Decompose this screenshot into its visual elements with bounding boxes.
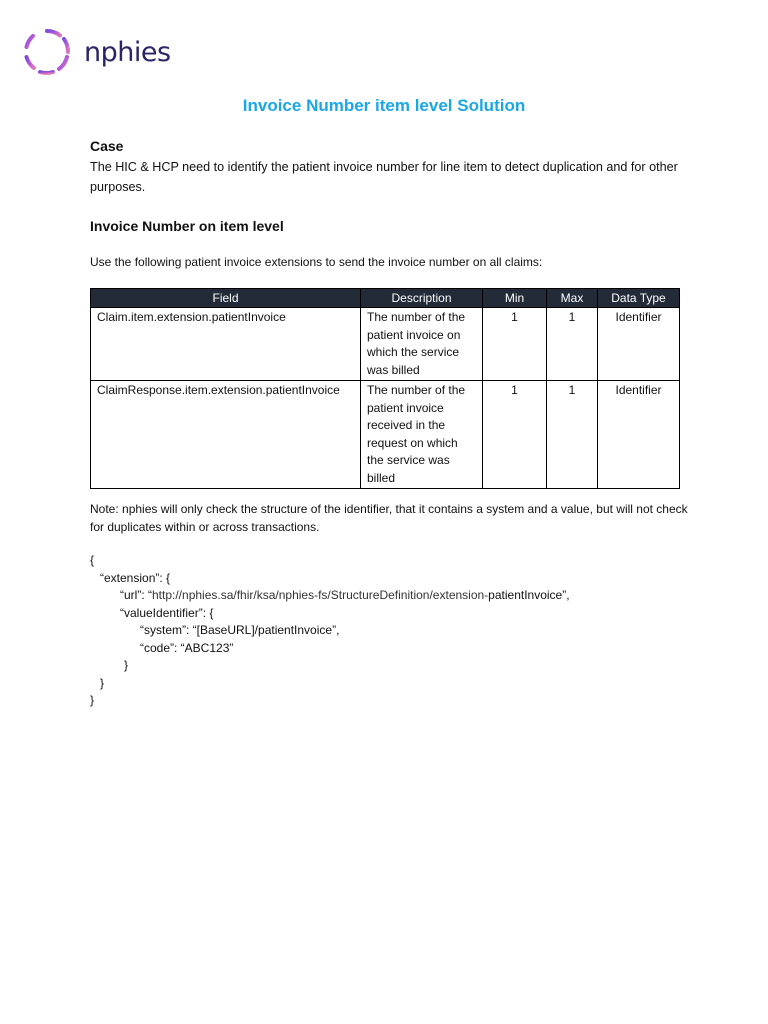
intro-text: Use the following patient invoice extensions to send the invoice number on all claims: [90, 255, 543, 269]
code-line [90, 587, 570, 605]
table-row [91, 381, 680, 489]
page-title: Invoice Number item level Solution [242, 96, 526, 115]
cell-min: 1 [483, 381, 547, 489]
cell-data-type: Identifier [598, 381, 680, 489]
code-line: “extension”: { [100, 570, 171, 585]
column-header-description: Description [361, 289, 483, 308]
extensions-table [90, 288, 680, 489]
code-url-key: “url”: “ [120, 588, 152, 602]
cell-description: The number of the patient invoice received in the request on which the service was billed [361, 381, 483, 489]
cell-description: The number of the patient invoice on which the service was billed [361, 308, 483, 381]
item-level-heading: Invoice Number on item level [90, 218, 284, 234]
code-line: } [90, 693, 95, 707]
cell-data-type: Identifier [598, 308, 680, 381]
cell-field: Claim.item.extension.patientInvoice [91, 308, 361, 381]
code-url-value: http://nphies.sa/fhir/ksa/nphies-fs/StructureDefinition/extension- [152, 588, 489, 602]
column-header-data-type: Data Type [598, 289, 680, 308]
table-header-row [91, 289, 680, 308]
code-line: } [124, 658, 129, 672]
code-line: “valueIdentifier”: { [120, 605, 214, 620]
cell-min: 1 [483, 308, 547, 381]
cell-field: ClaimResponse.item.extension.patientInvoice [91, 381, 361, 489]
code-url-tail: patientInvoice”, [488, 588, 570, 602]
column-header-min: Min [483, 289, 547, 308]
code-line: } [100, 675, 105, 690]
nphies-logo-ring-icon [22, 27, 72, 77]
case-text: The HIC & HCP need to identify the patient invoice number for line item to detect duplication and for other purposes. [90, 160, 678, 194]
cell-max: 1 [547, 308, 598, 381]
case-heading: Case [90, 138, 124, 154]
code-line: { [90, 553, 95, 567]
column-header-max: Max [547, 289, 598, 308]
logo-wordmark: nphies [84, 36, 171, 68]
nphies-logo [22, 28, 171, 76]
json-example [90, 552, 570, 710]
code-line: “code”: “ABC123” [140, 640, 234, 655]
note-text: Note: nphies will only check the structure of the identifier, that it contains a system and a value, but will not check for duplicates within or across transactions. [90, 502, 688, 534]
cell-max: 1 [547, 381, 598, 489]
column-header-field: Field [91, 289, 361, 308]
table-row [91, 308, 680, 381]
code-line: “system”: “[BaseURL]/patientInvoice”, [140, 623, 340, 637]
